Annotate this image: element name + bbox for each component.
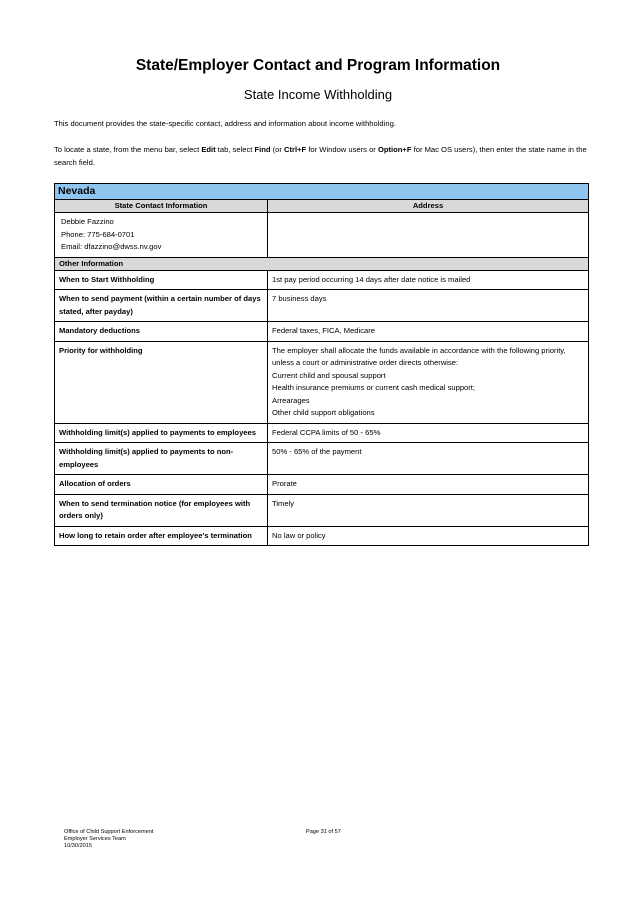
table-row [55,341,589,423]
table-row [55,423,589,443]
row-value-line: Other child support obligations [272,408,375,417]
intro-text: for Window users or [306,145,378,154]
row-value-line: Timely [272,498,295,508]
intro-text: (or [270,145,285,154]
state-name: Nevada [55,184,589,200]
state-header-row [55,184,589,200]
row-value-line: 7 business days [272,294,327,303]
row-value [268,475,589,495]
footer-team: Employer Services Team [64,836,126,842]
table-row [55,475,589,495]
contact-row [55,213,589,258]
row-value [268,423,589,443]
row-value-line: No law or policy [272,530,326,540]
row-label: How long to retain order after employee's termination [55,526,268,546]
table-row [55,290,589,322]
row-label: Withholding limit(s) applied to payments to non-employees [55,443,268,475]
contact-phone: Phone: 775-684-0701 [61,229,135,239]
row-value [268,322,589,342]
contact-name: Debbie Fazzino [61,217,114,226]
row-label: Withholding limit(s) applied to payments to employees [55,423,268,443]
row-value-line: Health insurance premiums or current cash medical support; [272,383,476,392]
intro-find-keyword: Find [254,145,271,154]
row-value-line: Federal CCPA limits of 50 - 65% [272,427,381,437]
table-row [55,443,589,475]
info-rows [55,270,589,546]
contact-email: Email: dfazzino@dwss.nv.gov [61,242,162,251]
address-column-header: Address [268,200,589,213]
page-subtitle: State Income Withholding [243,87,393,102]
row-value [268,290,589,322]
column-header-row [55,200,589,213]
row-value-line: Current child and spousal support [272,370,386,380]
page-number: Page 31 of 57 [306,829,341,835]
table-row [55,494,589,526]
row-label: Allocation of orders [55,475,268,495]
table-row [55,270,589,290]
row-value [268,341,589,423]
row-value-line: Prorate [272,479,297,488]
row-value-line: The employer shall allocate the funds available in accordance with the following priority, unless a court or administrative order directs otherwise: [272,345,566,367]
row-value [268,270,589,290]
intro-paragraph-1: This document provides the state-specific contact, address and information about income withholding. [54,119,396,128]
footer-left [64,829,153,850]
row-label: When to send termination notice (for employees with orders only) [55,494,268,526]
state-info-table [54,183,589,546]
address-cell [268,213,589,258]
footer-office: Office of Child Support Enforcement [64,829,154,835]
other-info-row [55,257,589,270]
intro-edit-keyword: Edit [201,145,216,154]
row-value [268,443,589,475]
intro-text: for Mac OS users), then enter the state name in the search field. [54,145,587,167]
contact-cell [55,213,268,258]
row-label: When to Start Withholding [55,270,268,290]
table-row [55,322,589,342]
table-row [55,526,589,546]
contact-column-header: State Contact Information [55,200,268,213]
intro-text: To locate a state, from the menu bar, select [54,145,202,154]
footer-date: 10/30/2015 [64,843,92,849]
row-value-line: Federal taxes, FICA, Medicare [272,326,375,335]
row-label: When to send payment (within a certain number of days stated, after payday) [55,290,268,322]
row-label: Priority for withholding [55,341,268,423]
intro-text: tab, select [215,145,255,154]
row-value-line: Arrearages [272,395,310,405]
intro-paragraph-2 [54,143,594,169]
row-value [268,526,589,546]
intro-optionf-keyword: Option+F [377,145,412,154]
row-value-line: 1st pay period occurring 14 days after date notice is mailed [272,274,471,284]
row-label: Mandatory deductions [55,322,268,342]
intro-ctrlf-keyword: Ctrl+F [284,145,307,154]
page-title: State/Employer Contact and Program Information [135,57,501,74]
row-value [268,494,589,526]
row-value-line: 50% - 65% of the payment [272,447,362,456]
other-info-header: Other Information [55,257,589,270]
